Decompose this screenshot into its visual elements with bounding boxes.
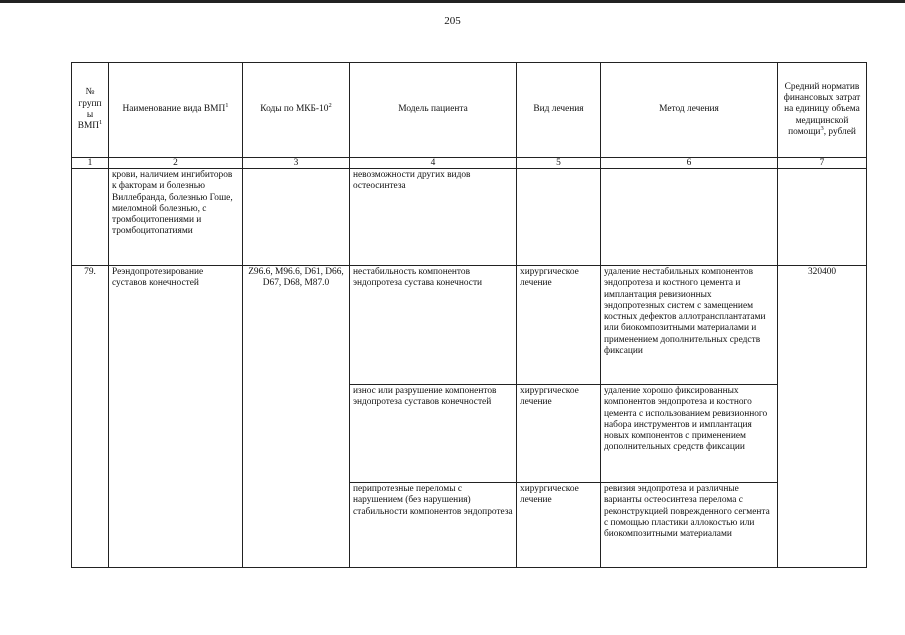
header-vmp-name: Наименование вида ВМП$^1$ (109, 63, 243, 158)
cost-norm: 320400 (778, 266, 867, 568)
treatment-type: хирургическое лечение (517, 385, 601, 483)
continuation-patient-model: невозможности других видов остеосинтеза (350, 169, 517, 266)
header-treatment-type: Вид лечения (517, 63, 601, 158)
column-number-row (72, 158, 867, 169)
column-number: 6 (601, 158, 778, 169)
continuation-vmp-name: крови, наличием ингибиторов к факторам и болезнью Виллебранда, болезнью Гоше, миеломной болезнью, с тромбоцитопениями и тромбоцитопатиями (109, 169, 243, 266)
continuation-row (72, 169, 867, 266)
header-group-number: № групп ы ВМП$^1$ (72, 63, 109, 158)
page-number: 205 (444, 15, 461, 27)
table-row (72, 266, 867, 385)
column-number: 4 (350, 158, 517, 169)
column-number: 3 (243, 158, 350, 169)
column-number: 1 (72, 158, 109, 169)
icd-codes: Z96.6, M96.6, D61, D66, D67, D68, M87.0 (243, 266, 350, 568)
patient-model: перипротезные переломы с нарушением (без нарушения) стабильности компонентов эндопротеза (350, 483, 517, 568)
column-number: 2 (109, 158, 243, 169)
cell-empty (778, 169, 867, 266)
treatment-type: хирургическое лечение (517, 483, 601, 568)
patient-model: нестабильность компонентов эндопротеза сустава конечности (350, 266, 517, 385)
cell-empty (72, 169, 109, 266)
vmp-name: Реэндопротезирование суставов конечностей (109, 266, 243, 568)
cell-empty (243, 169, 350, 266)
treatment-method: удаление нестабильных компонентов эндопротеза и костного цемента и имплантация ревизионных эндопротезных систем с замещением костных дефектов аллотрансплантатами или биокомпозитными материалами и применением дополнительных средств фиксации (601, 266, 778, 385)
header-row (72, 63, 867, 158)
group-number: 79. (72, 266, 109, 568)
cell-empty (517, 169, 601, 266)
header-patient-model: Модель пациента (350, 63, 517, 158)
top-border-line (0, 0, 905, 3)
cell-empty (601, 169, 778, 266)
header-cost-norm: Средний норматив финансовых затрат на единицу объема медицинской помощи$^3$, рублей (778, 63, 867, 158)
column-number: 5 (517, 158, 601, 169)
treatment-method: ревизия эндопротеза и различные варианты остеосинтеза перелома с реконструкцией поврежденного сегмента с помощью пластики аллокостью или биокомпозитными материалами (601, 483, 778, 568)
treatment-type: хирургическое лечение (517, 266, 601, 385)
header-icd-codes: Коды по МКБ-$10^2$ (243, 63, 350, 158)
vmp-table (71, 62, 867, 568)
column-number: 7 (778, 158, 867, 169)
patient-model: износ или разрушение компонентов эндопротеза суставов конечностей (350, 385, 517, 483)
treatment-method: удаление хорошо фиксированных компонентов эндопротеза и костного цемента с использованием ревизионного набора инструментов и имплантация новых компонентов с применением дополнительных средств фиксации (601, 385, 778, 483)
header-treatment-method: Метод лечения (601, 63, 778, 158)
